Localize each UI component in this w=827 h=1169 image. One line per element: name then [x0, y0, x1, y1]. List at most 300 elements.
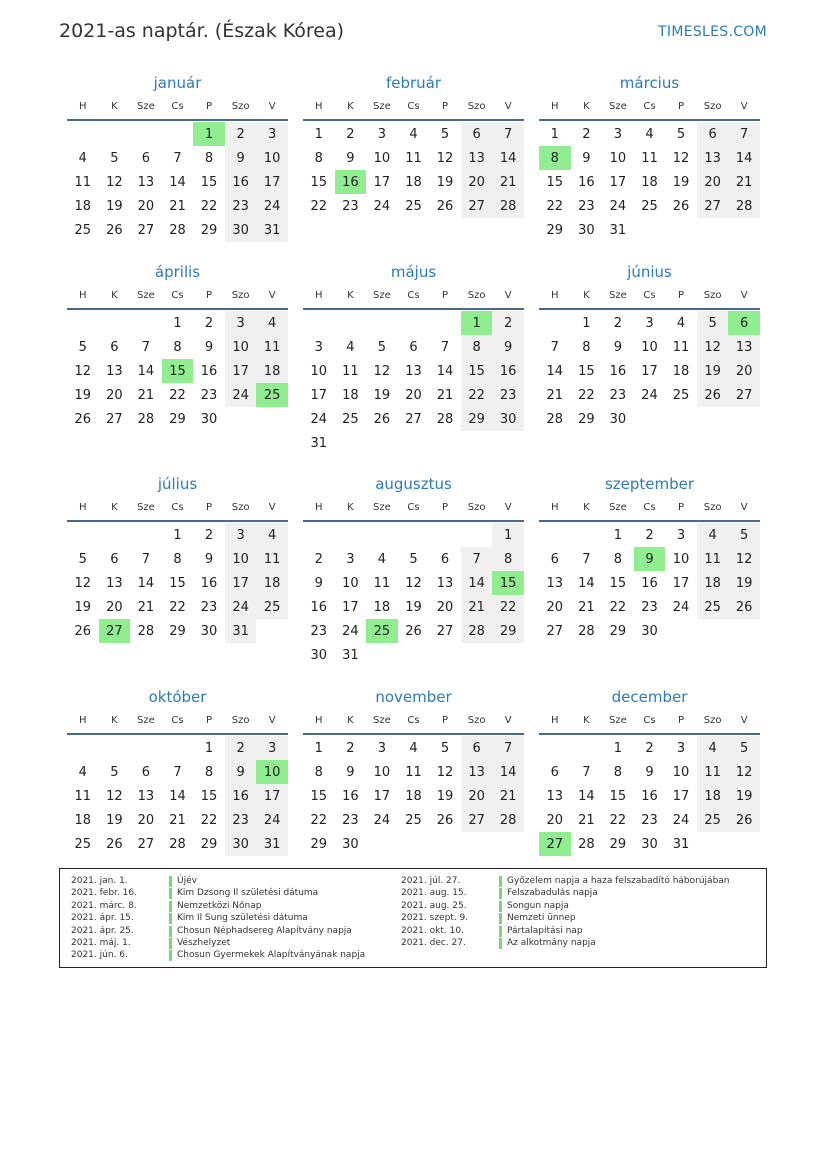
day-cell: 15 [578, 363, 595, 379]
day-cell: 23 [641, 812, 658, 828]
legend-date: 2021. máj. 1. [71, 938, 131, 948]
day-cell: 24 [310, 411, 328, 427]
day-cell: 7 [141, 551, 151, 567]
day-cell: 18 [405, 174, 422, 190]
day-cell: 13 [546, 575, 564, 591]
day-cell: 10 [342, 575, 359, 591]
day-cell: 9 [346, 150, 355, 166]
day-cell: 19 [106, 198, 123, 214]
weekday-header [539, 93, 760, 121]
empty-cell [429, 523, 461, 547]
day-cell: 13 [405, 363, 422, 379]
day-cell: 22 [310, 198, 328, 214]
day-cell: 27 [137, 222, 155, 238]
day-cell: 21 [436, 387, 454, 403]
day-cell: 17 [256, 170, 288, 194]
day-cell: 8 [204, 150, 214, 166]
holiday-day-cell: 1 [461, 311, 493, 335]
day-cell: 18 [74, 812, 92, 828]
empty-cell [67, 736, 99, 760]
legend-marker [499, 926, 502, 937]
day-cell: 12 [697, 335, 729, 359]
holiday-day-cell: 27 [99, 619, 131, 643]
weekday-label: P [678, 100, 685, 112]
day-cell: 12 [74, 575, 92, 591]
day-cell: 2 [346, 740, 355, 756]
day-cell: 3 [613, 126, 623, 142]
weekday-label: Cs [643, 289, 656, 301]
day-cell: 27 [728, 383, 760, 407]
day-cell: 4 [645, 126, 654, 142]
day-cell: 28 [137, 411, 155, 427]
day-cell: 2 [492, 311, 524, 335]
empty-cell [99, 122, 131, 146]
month-február [303, 73, 524, 218]
day-cell: 14 [578, 575, 595, 591]
weekday-label: P [206, 289, 213, 301]
day-cell: 10 [609, 150, 627, 166]
weekday-label: H [315, 714, 323, 726]
weekday-label: Cs [407, 714, 420, 726]
day-cell: 14 [492, 146, 524, 170]
day-cell: 30 [492, 407, 524, 431]
day-cell: 24 [256, 808, 288, 832]
day-cell: 14 [169, 788, 186, 804]
day-cell: 19 [436, 174, 454, 190]
day-cell: 22 [169, 599, 186, 615]
day-cell: 25 [256, 595, 288, 619]
day-cell: 22 [609, 599, 627, 615]
day-cell: 22 [546, 198, 564, 214]
day-cell: 18 [256, 571, 288, 595]
day-cell: 18 [342, 387, 359, 403]
weekday-label: K [347, 714, 354, 726]
weekday-label: Szo [231, 100, 250, 112]
day-cell: 19 [728, 784, 760, 808]
weekday-label: Szo [231, 501, 250, 513]
day-cell: 27 [137, 836, 155, 852]
day-cell: 28 [578, 836, 595, 852]
day-cell: 7 [173, 764, 182, 780]
day-cell: 21 [169, 198, 186, 214]
day-cell: 26 [373, 411, 391, 427]
day-cell: 11 [672, 339, 690, 355]
weekday-label: Sze [137, 714, 155, 726]
weekday-label: Szo [467, 289, 486, 301]
weekday-label: K [347, 100, 354, 112]
day-cell: 13 [106, 575, 123, 591]
day-cell: 23 [225, 808, 257, 832]
empty-cell [130, 122, 162, 146]
day-cell: 10 [672, 764, 690, 780]
weekday-header [303, 707, 524, 735]
day-cell: 11 [697, 547, 729, 571]
day-cell: 13 [137, 788, 155, 804]
day-cell: 21 [578, 599, 595, 615]
day-cell: 18 [697, 571, 729, 595]
weekday-header [67, 494, 288, 522]
day-cell: 31 [256, 218, 288, 242]
day-cell: 10 [373, 150, 391, 166]
day-cell: 20 [405, 387, 422, 403]
day-cell: 29 [169, 411, 186, 427]
day-cell: 29 [492, 619, 524, 643]
day-cell: 9 [582, 150, 591, 166]
month-name: november [375, 688, 452, 706]
empty-cell [539, 523, 571, 547]
legend-holiday-name: Pártalapítási nap [507, 925, 583, 936]
day-cell: 7 [461, 547, 493, 571]
legend-holiday-name: Kim Dzsong Il születési dátuma [177, 888, 319, 899]
day-cell: 31 [609, 222, 627, 238]
day-cell: 13 [697, 146, 729, 170]
empty-cell [303, 311, 335, 335]
legend-marker [169, 876, 172, 887]
weekday-label: V [740, 289, 748, 301]
day-cell: 4 [256, 311, 288, 335]
day-cell: 10 [672, 551, 690, 567]
day-cell: 24 [373, 198, 391, 214]
day-cell: 2 [314, 551, 323, 567]
legend-date: 2021. aug. 15. [401, 888, 467, 899]
day-cell: 25 [74, 836, 92, 852]
empty-cell [335, 311, 367, 335]
weekday-label: K [111, 714, 118, 726]
empty-cell [67, 523, 99, 547]
day-cell: 18 [373, 599, 391, 615]
empty-cell [366, 523, 398, 547]
day-cell: 9 [204, 339, 214, 355]
day-cell: 11 [405, 764, 422, 780]
day-cell: 30 [225, 218, 257, 242]
day-cell: 2 [204, 315, 214, 331]
day-cell: 14 [461, 571, 493, 595]
day-cell: 11 [74, 788, 92, 804]
day-cell: 26 [74, 623, 92, 639]
day-cell: 6 [440, 551, 450, 567]
weekday-header [539, 282, 760, 310]
day-cell: 4 [676, 315, 686, 331]
day-cell: 25 [697, 808, 729, 832]
day-cell: 25 [342, 411, 359, 427]
day-cell: 24 [256, 194, 288, 218]
holiday-day-cell: 6 [728, 311, 760, 335]
day-cell: 11 [405, 150, 422, 166]
day-cell: 19 [436, 788, 454, 804]
day-cell: 20 [137, 198, 155, 214]
weekday-label: Sze [373, 289, 391, 301]
day-cell: 21 [492, 170, 524, 194]
day-cell: 12 [106, 788, 123, 804]
day-cell: 2 [225, 122, 257, 146]
day-cell: 24 [373, 812, 391, 828]
day-cell: 3 [346, 551, 355, 567]
day-cell: 28 [728, 194, 760, 218]
day-cell: 26 [106, 836, 123, 852]
day-grid [303, 122, 524, 218]
day-cell: 1 [204, 740, 214, 756]
day-cell: 23 [342, 812, 359, 828]
day-cell: 31 [256, 832, 288, 856]
day-grid [539, 523, 760, 643]
day-cell: 17 [609, 174, 627, 190]
day-cell: 19 [672, 174, 690, 190]
day-cell: 5 [676, 126, 686, 142]
day-cell: 27 [405, 411, 422, 427]
day-cell: 1 [314, 126, 323, 142]
day-cell: 15 [310, 788, 328, 804]
weekday-label: V [268, 714, 276, 726]
day-grid [67, 523, 288, 643]
weekday-label: Cs [171, 100, 184, 112]
day-cell: 1 [492, 523, 524, 547]
weekday-label: H [315, 289, 323, 301]
day-cell: 3 [256, 736, 288, 760]
weekday-label: Cs [407, 501, 420, 513]
weekday-label: V [504, 501, 512, 513]
day-cell: 12 [436, 764, 454, 780]
day-cell: 13 [436, 575, 454, 591]
day-cell: 23 [200, 387, 218, 403]
day-grid [67, 311, 288, 431]
day-cell: 26 [74, 411, 92, 427]
day-grid [539, 122, 760, 242]
day-cell: 30 [609, 411, 627, 427]
weekday-header [303, 282, 524, 310]
day-cell: 22 [578, 387, 595, 403]
day-cell: 12 [106, 174, 123, 190]
day-cell: 29 [310, 836, 328, 852]
day-grid [67, 736, 288, 856]
day-cell: 20 [546, 812, 564, 828]
month-name: december [611, 688, 688, 706]
day-cell: 9 [492, 335, 524, 359]
day-cell: 3 [676, 527, 686, 543]
day-cell: 24 [609, 198, 627, 214]
day-cell: 20 [106, 599, 123, 615]
day-cell: 29 [609, 623, 627, 639]
day-cell: 3 [314, 339, 323, 355]
day-cell: 5 [440, 740, 450, 756]
weekday-label: K [583, 714, 590, 726]
day-cell: 7 [141, 339, 151, 355]
day-cell: 2 [582, 126, 591, 142]
month-name: március [619, 74, 680, 92]
day-cell: 27 [461, 808, 493, 832]
day-cell: 7 [173, 150, 182, 166]
weekday-label: H [79, 100, 87, 112]
day-cell: 16 [609, 363, 627, 379]
weekday-label: Szo [467, 714, 486, 726]
legend-holiday-name: Nemzetközi Nőnap [177, 900, 262, 911]
month-július [67, 474, 288, 643]
day-cell: 9 [613, 339, 623, 355]
day-cell: 17 [256, 784, 288, 808]
holiday-day-cell: 25 [366, 619, 398, 643]
empty-cell [162, 122, 194, 146]
day-cell: 13 [728, 335, 760, 359]
empty-cell [130, 523, 162, 547]
holiday-day-cell: 10 [256, 760, 288, 784]
month-december [539, 687, 760, 856]
weekday-label: P [678, 714, 685, 726]
day-cell: 14 [169, 174, 186, 190]
day-cell: 23 [492, 383, 524, 407]
day-cell: 23 [310, 623, 328, 639]
day-cell: 12 [728, 547, 760, 571]
day-cell: 3 [676, 740, 686, 756]
day-cell: 10 [225, 335, 257, 359]
day-cell: 8 [492, 547, 524, 571]
day-cell: 28 [169, 836, 186, 852]
weekday-label: Szo [703, 100, 722, 112]
day-grid [539, 311, 760, 431]
month-name: február [385, 74, 442, 92]
day-cell: 16 [578, 174, 595, 190]
day-cell: 25 [74, 222, 92, 238]
day-cell: 13 [106, 363, 123, 379]
empty-cell [366, 311, 398, 335]
legend-date: 2021. febr. 16. [71, 888, 137, 899]
site-link[interactable]: TIMESLES.COM [658, 24, 767, 40]
day-cell: 20 [728, 359, 760, 383]
day-cell: 13 [137, 174, 155, 190]
day-cell: 31 [310, 435, 328, 451]
weekday-label: Sze [609, 100, 627, 112]
day-cell: 19 [373, 387, 391, 403]
day-cell: 18 [256, 359, 288, 383]
day-cell: 22 [461, 383, 493, 407]
day-cell: 3 [256, 122, 288, 146]
day-cell: 15 [169, 575, 186, 591]
day-cell: 16 [225, 784, 257, 808]
legend-date: 2021. aug. 25. [401, 900, 467, 911]
day-cell: 31 [672, 836, 690, 852]
day-cell: 6 [461, 736, 493, 760]
month-augusztus [303, 474, 524, 667]
day-cell: 5 [78, 551, 87, 567]
day-cell: 14 [546, 363, 564, 379]
day-cell: 28 [578, 623, 595, 639]
empty-cell [130, 311, 162, 335]
empty-cell [99, 311, 131, 335]
day-cell: 14 [728, 146, 760, 170]
day-cell: 4 [377, 551, 387, 567]
day-cell: 24 [672, 812, 690, 828]
day-cell: 25 [405, 198, 422, 214]
empty-cell [162, 736, 194, 760]
weekday-label: V [504, 289, 512, 301]
weekday-header [539, 707, 760, 735]
legend-marker [169, 901, 172, 912]
legend-date: 2021. márc. 8. [71, 900, 137, 911]
legend-holiday-name: Kim Il Sung születési dátuma [177, 913, 308, 924]
day-cell: 4 [256, 523, 288, 547]
legend-marker [499, 901, 502, 912]
day-cell: 12 [405, 575, 422, 591]
day-grid [303, 523, 524, 667]
day-cell: 19 [74, 387, 92, 403]
day-cell: 7 [492, 122, 524, 146]
day-cell: 19 [728, 571, 760, 595]
weekday-header [67, 93, 288, 121]
day-grid [303, 736, 524, 856]
day-cell: 6 [409, 339, 418, 355]
legend-holiday-name: Nemzeti ünnep [507, 913, 576, 924]
day-cell: 10 [225, 547, 257, 571]
day-cell: 27 [106, 411, 123, 427]
weekday-label: Szo [703, 289, 722, 301]
legend-date: 2021. szept. 9. [401, 913, 469, 924]
day-cell: 23 [578, 198, 595, 214]
weekday-label: K [583, 289, 590, 301]
month-name: augusztus [375, 475, 452, 493]
month-november [303, 687, 524, 856]
weekday-label: V [504, 100, 512, 112]
day-cell: 11 [373, 575, 391, 591]
day-cell: 3 [225, 523, 257, 547]
weekday-label: Szo [231, 714, 250, 726]
legend-marker [169, 926, 172, 937]
day-cell: 22 [169, 387, 186, 403]
day-cell: 29 [546, 222, 564, 238]
weekday-label: H [551, 501, 559, 513]
empty-cell [571, 736, 603, 760]
weekday-label: K [111, 100, 118, 112]
day-grid [67, 122, 288, 242]
day-cell: 6 [141, 764, 151, 780]
day-cell: 15 [546, 174, 564, 190]
legend-holiday-name: Chosun Gyermekek Alapítványának napja [177, 950, 366, 961]
legend-date: 2021. ápr. 25. [71, 925, 134, 936]
day-cell: 6 [110, 339, 119, 355]
month-január [67, 73, 288, 242]
day-cell: 28 [546, 411, 564, 427]
day-cell: 9 [346, 764, 355, 780]
weekday-label: Cs [407, 100, 420, 112]
weekday-label: P [442, 100, 449, 112]
day-cell: 13 [461, 760, 493, 784]
day-cell: 17 [373, 174, 391, 190]
day-cell: 18 [405, 788, 422, 804]
day-cell: 8 [173, 339, 182, 355]
day-cell: 26 [106, 222, 123, 238]
day-cell: 5 [110, 764, 119, 780]
empty-cell [539, 736, 571, 760]
day-cell: 5 [728, 736, 760, 760]
day-cell: 29 [609, 836, 627, 852]
day-grid [303, 311, 524, 455]
weekday-label: Cs [643, 714, 656, 726]
day-cell: 10 [373, 764, 391, 780]
weekday-label: K [347, 501, 354, 513]
day-cell: 8 [461, 335, 493, 359]
day-cell: 20 [546, 599, 564, 615]
legend-marker [499, 876, 502, 887]
holiday-day-cell: 15 [492, 571, 524, 595]
day-cell: 28 [492, 194, 524, 218]
month-name: május [390, 263, 437, 281]
day-cell: 17 [672, 788, 690, 804]
day-cell: 23 [342, 198, 359, 214]
day-cell: 5 [697, 311, 729, 335]
day-cell: 11 [342, 363, 359, 379]
weekday-label: H [79, 714, 87, 726]
day-cell: 16 [342, 788, 359, 804]
weekday-label: P [442, 289, 449, 301]
day-cell: 27 [436, 623, 454, 639]
legend-marker [169, 888, 172, 899]
